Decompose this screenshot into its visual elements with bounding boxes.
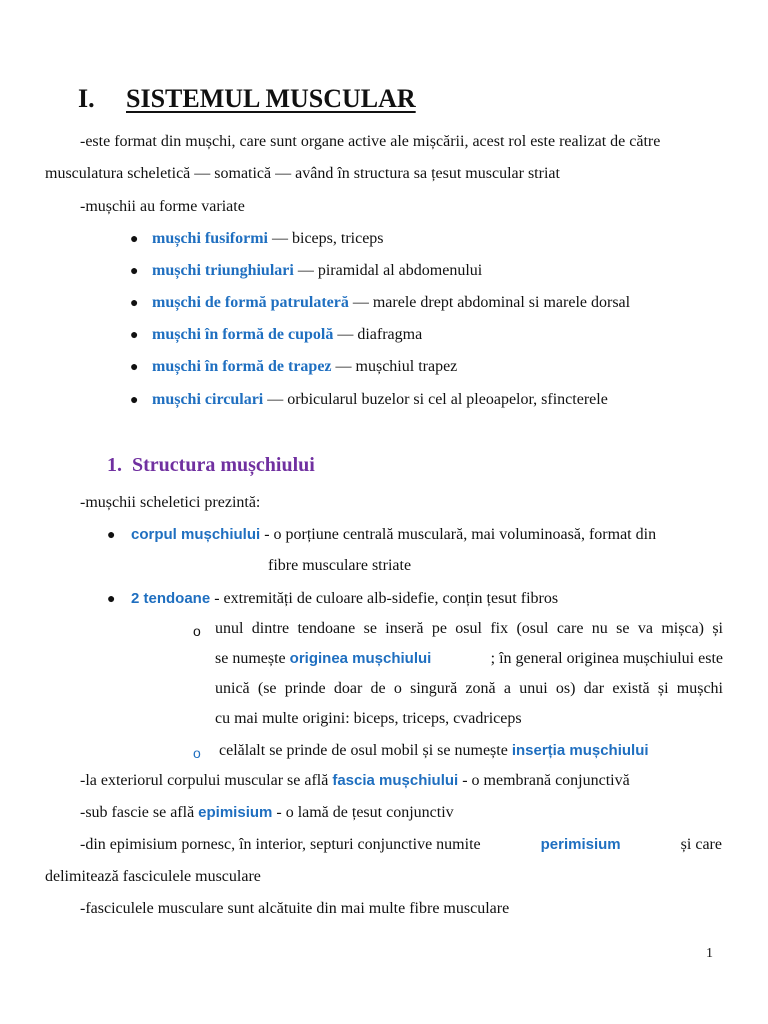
bullet-icon: ● xyxy=(130,232,139,247)
title-number: I. xyxy=(78,84,95,113)
bullet-icon: ● xyxy=(130,393,139,408)
intro-line-2: musculatura scheletică — somatică — având în structura sa țesut muscular striat xyxy=(45,165,560,182)
sub-line-2: se numește originea mușchiului ; în general originea mușchiului este xyxy=(215,650,723,667)
intro-line-3: -mușchii au forme variate xyxy=(80,198,245,215)
epimisium-line: -sub fascie se află epimisium - o lamă de țesut conjunctiv xyxy=(80,804,454,821)
bullet-icon: ● xyxy=(107,528,116,543)
bullet-icon: ● xyxy=(130,296,139,311)
section-heading: 1. Structura mușchiului xyxy=(107,454,315,476)
list-item: mușchi triunghiulari — piramidal al abdomenului xyxy=(152,262,483,279)
bullet-icon: ● xyxy=(130,360,139,375)
list-item: mușchi circulari — orbicularul buzelor si cel al pleoapelor, sfincterele xyxy=(152,391,608,408)
circle-bullet-icon: o xyxy=(193,745,201,761)
sub-line-5: celălalt se prinde de osul mobil și se numește inserția mușchiului xyxy=(219,742,649,759)
list-item: mușchi în formă de trapez — mușchiul trapez xyxy=(152,358,458,375)
list-item-body: corpul mușchiului - o porțiune centrală musculară, mai voluminoasă, format din xyxy=(131,526,657,543)
perimisium-line: -din epimisium pornesc, în interior, septuri conjunctive numite perimisium și care xyxy=(80,836,722,853)
bullet-icon: ● xyxy=(107,592,116,607)
list-item: mușchi în formă de cupolă — diafragma xyxy=(152,326,423,343)
fascia-line: -la exteriorul corpului muscular se află fascia mușchiului - o membrană conjunctivă xyxy=(80,772,630,789)
bullet-icon: ● xyxy=(130,328,139,343)
list-item: mușchi fusiformi — biceps, triceps xyxy=(152,230,384,247)
page-number: 1 xyxy=(706,946,713,961)
perimisium-line-2: delimitează fasciculele musculare xyxy=(45,868,261,885)
sub-line-1: unul dintre tendoane se inseră pe osul fix (osul care nu se va mișca) și xyxy=(215,620,723,637)
bullet-icon: ● xyxy=(130,264,139,279)
title-text: SISTEMUL MUSCULAR xyxy=(126,84,416,113)
sub-line-4: cu mai multe origini: biceps, triceps, cvadriceps xyxy=(215,710,522,727)
page-title xyxy=(78,84,416,114)
body-desc-cont: fibre musculare striate xyxy=(268,557,412,574)
circle-bullet-icon: o xyxy=(193,623,201,639)
sub-line-3: unică (se prinde doar de o singură zonă a unui os) dar există și mușchi xyxy=(215,680,723,697)
structure-intro: -mușchii scheletici prezintă: xyxy=(80,494,261,511)
list-item-tendon: 2 tendoane - extremități de culoare alb-sidefie, conțin țesut fibros xyxy=(131,590,559,607)
fibers-line: -fasciculele musculare sunt alcătuite din mai multe fibre musculare xyxy=(80,900,510,917)
intro-line-1: -este format din mușchi, care sunt organe active ale mișcării, acest rol este realizat de către xyxy=(80,133,661,150)
list-item: mușchi de formă patrulateră — marele drept abdominal si marele dorsal xyxy=(152,294,631,311)
